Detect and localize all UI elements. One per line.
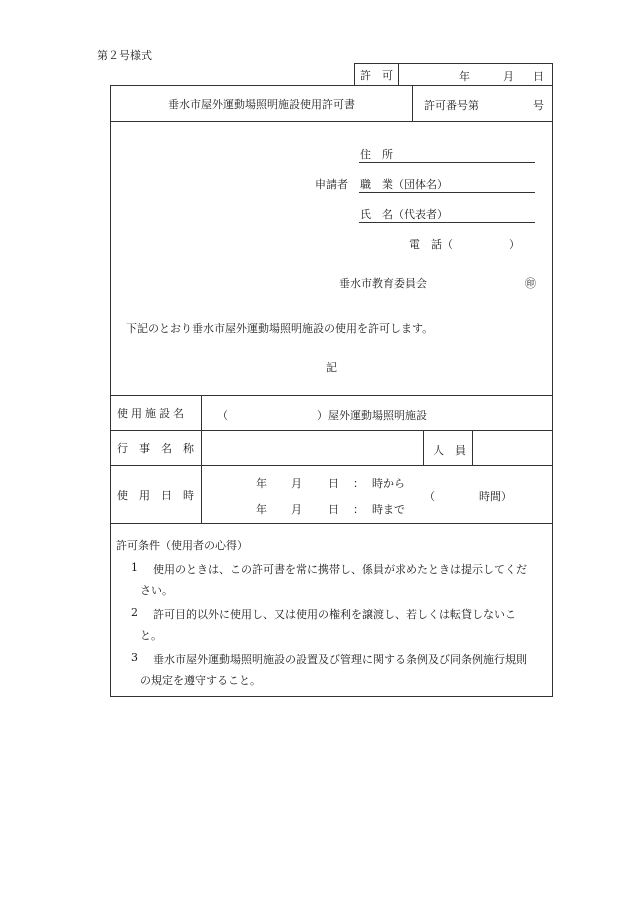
phone-label: 電 話（	[409, 238, 453, 251]
to-day: 日	[328, 503, 339, 516]
facility-value[interactable]: ）屋外運動場照明施設	[317, 409, 427, 422]
to-time: 時まで	[372, 503, 405, 516]
condition-1-line1: 使用のときは、この許可書を常に携帯し、係員が求めたときは提示してくだ	[153, 563, 527, 576]
date-row	[111, 466, 552, 524]
form-title: 垂水市屋外運動場照明施設使用許可書	[111, 86, 413, 121]
event-divider-2	[472, 431, 473, 465]
permit-label: 許 可	[355, 64, 399, 85]
name-label: 氏 名（代表者）	[360, 208, 448, 221]
facility-label: 使用施設名	[111, 396, 202, 430]
permit-month-label: 月	[503, 70, 514, 83]
permit-date-field[interactable]	[399, 64, 552, 85]
ki-label: 記	[326, 361, 337, 374]
permit-day-label: 日	[533, 70, 544, 83]
condition-1-number: 1	[131, 561, 138, 574]
facility-open-paren: （	[217, 409, 228, 422]
to-year: 年	[256, 503, 267, 516]
issuer-name: 垂水市教育委員会	[339, 277, 427, 290]
condition-3-line2: の規定を遵守すること。	[140, 674, 261, 687]
condition-3-number: 3	[131, 651, 138, 664]
permit-number-suffix: 号	[533, 99, 544, 112]
title-row	[111, 86, 552, 122]
conditions-heading: 許可条件（使用者の心得）	[116, 539, 248, 552]
phone-close: ）	[509, 238, 520, 251]
permit-form	[110, 85, 553, 697]
event-row	[111, 431, 552, 466]
condition-1-line2: さい。	[140, 584, 173, 597]
from-time: 時から	[372, 477, 405, 490]
address-label: 住 所	[360, 148, 393, 161]
facility-row	[111, 396, 552, 431]
permit-date-strip	[354, 63, 553, 85]
condition-3-line1: 垂水市屋外運動場照明施設の設置及び管理に関する条例及び同条例施行規則	[153, 653, 527, 666]
address-line[interactable]	[359, 162, 535, 163]
persons-label: 人 員	[433, 444, 466, 457]
event-divider-1	[423, 431, 424, 465]
occupation-label: 職 業（団体名）	[360, 178, 448, 191]
name-line[interactable]	[359, 222, 535, 223]
condition-2-line1: 許可目的以外に使用し、又は使用の権利を譲渡し、若しくは転貸しないこ	[153, 608, 516, 621]
applicant-label: 申請者	[315, 178, 348, 191]
condition-2-line2: と。	[140, 629, 162, 642]
condition-2-number: 2	[131, 606, 138, 619]
seal-icon: ㊞	[525, 277, 536, 290]
form-number: 第２号様式	[97, 49, 152, 62]
permit-number-label: 許可番号第	[424, 99, 479, 112]
from-colon: ：	[353, 477, 364, 490]
to-colon: ：	[353, 503, 364, 516]
from-year: 年	[256, 477, 267, 490]
occupation-line[interactable]	[359, 192, 535, 193]
permit-statement: 下記のとおり垂水市屋外運動場照明施設の使用を許可します。	[126, 322, 434, 335]
event-label: 行 事 名 称	[111, 431, 202, 465]
usage-hours[interactable]: （ 時間）	[424, 490, 512, 503]
date-label: 使 用 日 時	[111, 466, 202, 523]
from-month: 月	[291, 477, 302, 490]
to-month: 月	[291, 503, 302, 516]
from-day: 日	[328, 477, 339, 490]
permit-year-label: 年	[459, 70, 470, 83]
applicant-section	[111, 122, 552, 396]
